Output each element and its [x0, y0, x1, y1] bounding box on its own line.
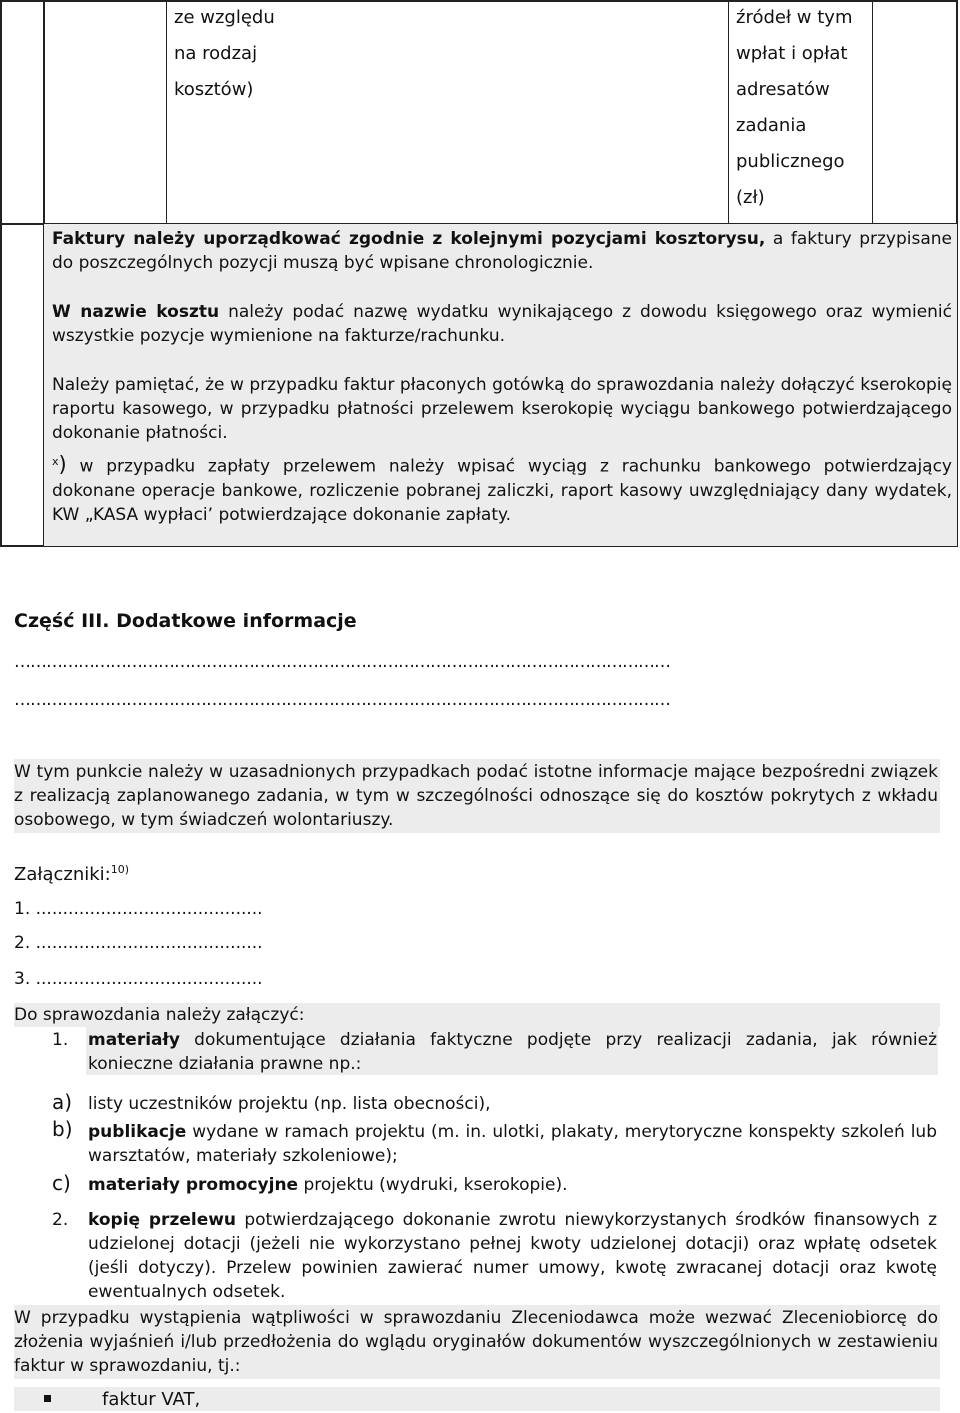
item-c: materiały promocyjne projektu (wydruki, kserokopie).: [88, 1175, 568, 1195]
list-marker-c: c): [52, 1171, 71, 1195]
list-marker-a: a): [52, 1090, 73, 1114]
footnote-marker: x: [52, 455, 59, 468]
note-transfer: $^x$) w przypadku zapłaty przelewem należy wpisać wyciąg z rachunku bankowego potwierdzający dokonane operacje bankowe, rozliczenie pobranej zaliczki, raport kasowy uwzględniający dany wydatek, KW „KASA wypłaci’ potwierdzające dokonanie zapłaty.: [52, 452, 952, 525]
fill-line: ……………………………………………………………………………………………………………: [14, 690, 670, 710]
attachment-item: 1. ..........................................: [14, 899, 263, 919]
table-divider: [166, 0, 167, 224]
item1-materials: materiały dokumentujące działania faktyczne podjęte przy realizacji zadania, jak również konieczne działania prawne np.:: [88, 1030, 937, 1074]
bullet-icon: [44, 1395, 51, 1402]
report-heading: Do sprawozdania należy załączyć:: [14, 1005, 305, 1025]
item-a: listy uczestników projektu (np. lista obecności),: [88, 1094, 491, 1114]
attachment-item: 2. ..........................................: [14, 933, 263, 953]
table-divider: [872, 0, 873, 224]
bullet-item: faktur VAT,: [102, 1389, 201, 1410]
attachments-label: Załączniki:$^{10)}$: [14, 863, 130, 885]
item1-number: 1.: [52, 1030, 69, 1050]
column-header-source: źródeł w tym wpłat i opłat adresatów zadania publicznego (zł): [736, 7, 853, 208]
fill-line: ……………………………………………………………………………………………………………: [14, 652, 670, 672]
table-divider: [728, 0, 729, 224]
section-title: Część III. Dodatkowe informacje: [14, 610, 357, 632]
item2-transfer: kopię przelewu potwierdzającego dokonanie zwrotu niewykorzystanych środków finansowych z udzielonej dotacji (jeżeli nie wykorzystano pełnej kwoty udzielonej dotacji) oraz wpłatę odsetek (jeśli dotyczy). Przelew powinien zawierać numer umowy, kwotę zwracanej dotacji oraz kwotę ewentualnych odsetek.: [88, 1210, 937, 1302]
doubt-paragraph: W przypadku wystąpienia wątpliwości w sprawozdaniu Zleceniodawca może wezwać Zleceniobiorcę do złożenia wyjaśnień i/lub przedłożenia do wglądu oryginałów dokumentów wyszczególnionych w zestawieniu faktur w sprawozdaniu, tj.:: [14, 1308, 938, 1376]
column-header-cost-type: ze względu na rodzaj kosztów): [174, 7, 275, 100]
list-marker-b: b): [52, 1117, 73, 1141]
item2-number: 2.: [52, 1210, 69, 1230]
attachment-item: 3. ..........................................: [14, 969, 263, 989]
note-cash-payment: Należy pamiętać, że w przypadku faktur płaconych gotówką do sprawozdania należy dołączyć kserokopię raportu kasowego, w przypadku płatności przelewem kserokopię wyciągu bankowego potwierdzającego dokonanie płatności.: [52, 375, 952, 443]
note-cost-name: W nazwie kosztu należy podać nazwę wydatku wynikającego z dowodu księgowego oraz wymienić wszystkie pozycje wymienione na fakturze/rachunku.: [52, 302, 952, 346]
info-paragraph: W tym punkcie należy w uzasadnionych przypadkach podać istotne informacje mające bezpośredni związek z realizacją zaplanowanego zadania, w tym w szczególności odnoszące się do kosztów pokrytych z wkładu osobowego, w tym świadczeń wolontariuszy.: [14, 762, 938, 830]
note-invoices-order: Faktury należy uporządkować zgodnie z kolejnymi pozycjami kosztorysu, a faktury przypisane do poszczególnych pozycji muszą być wpisane chronologicznie.: [52, 229, 952, 273]
item-b: publikacje wydane w ramach projektu (m. in. ulotki, plakaty, merytoryczne konspekty szkoleń lub warsztatów, materiały szkoleniowe);: [88, 1122, 937, 1166]
